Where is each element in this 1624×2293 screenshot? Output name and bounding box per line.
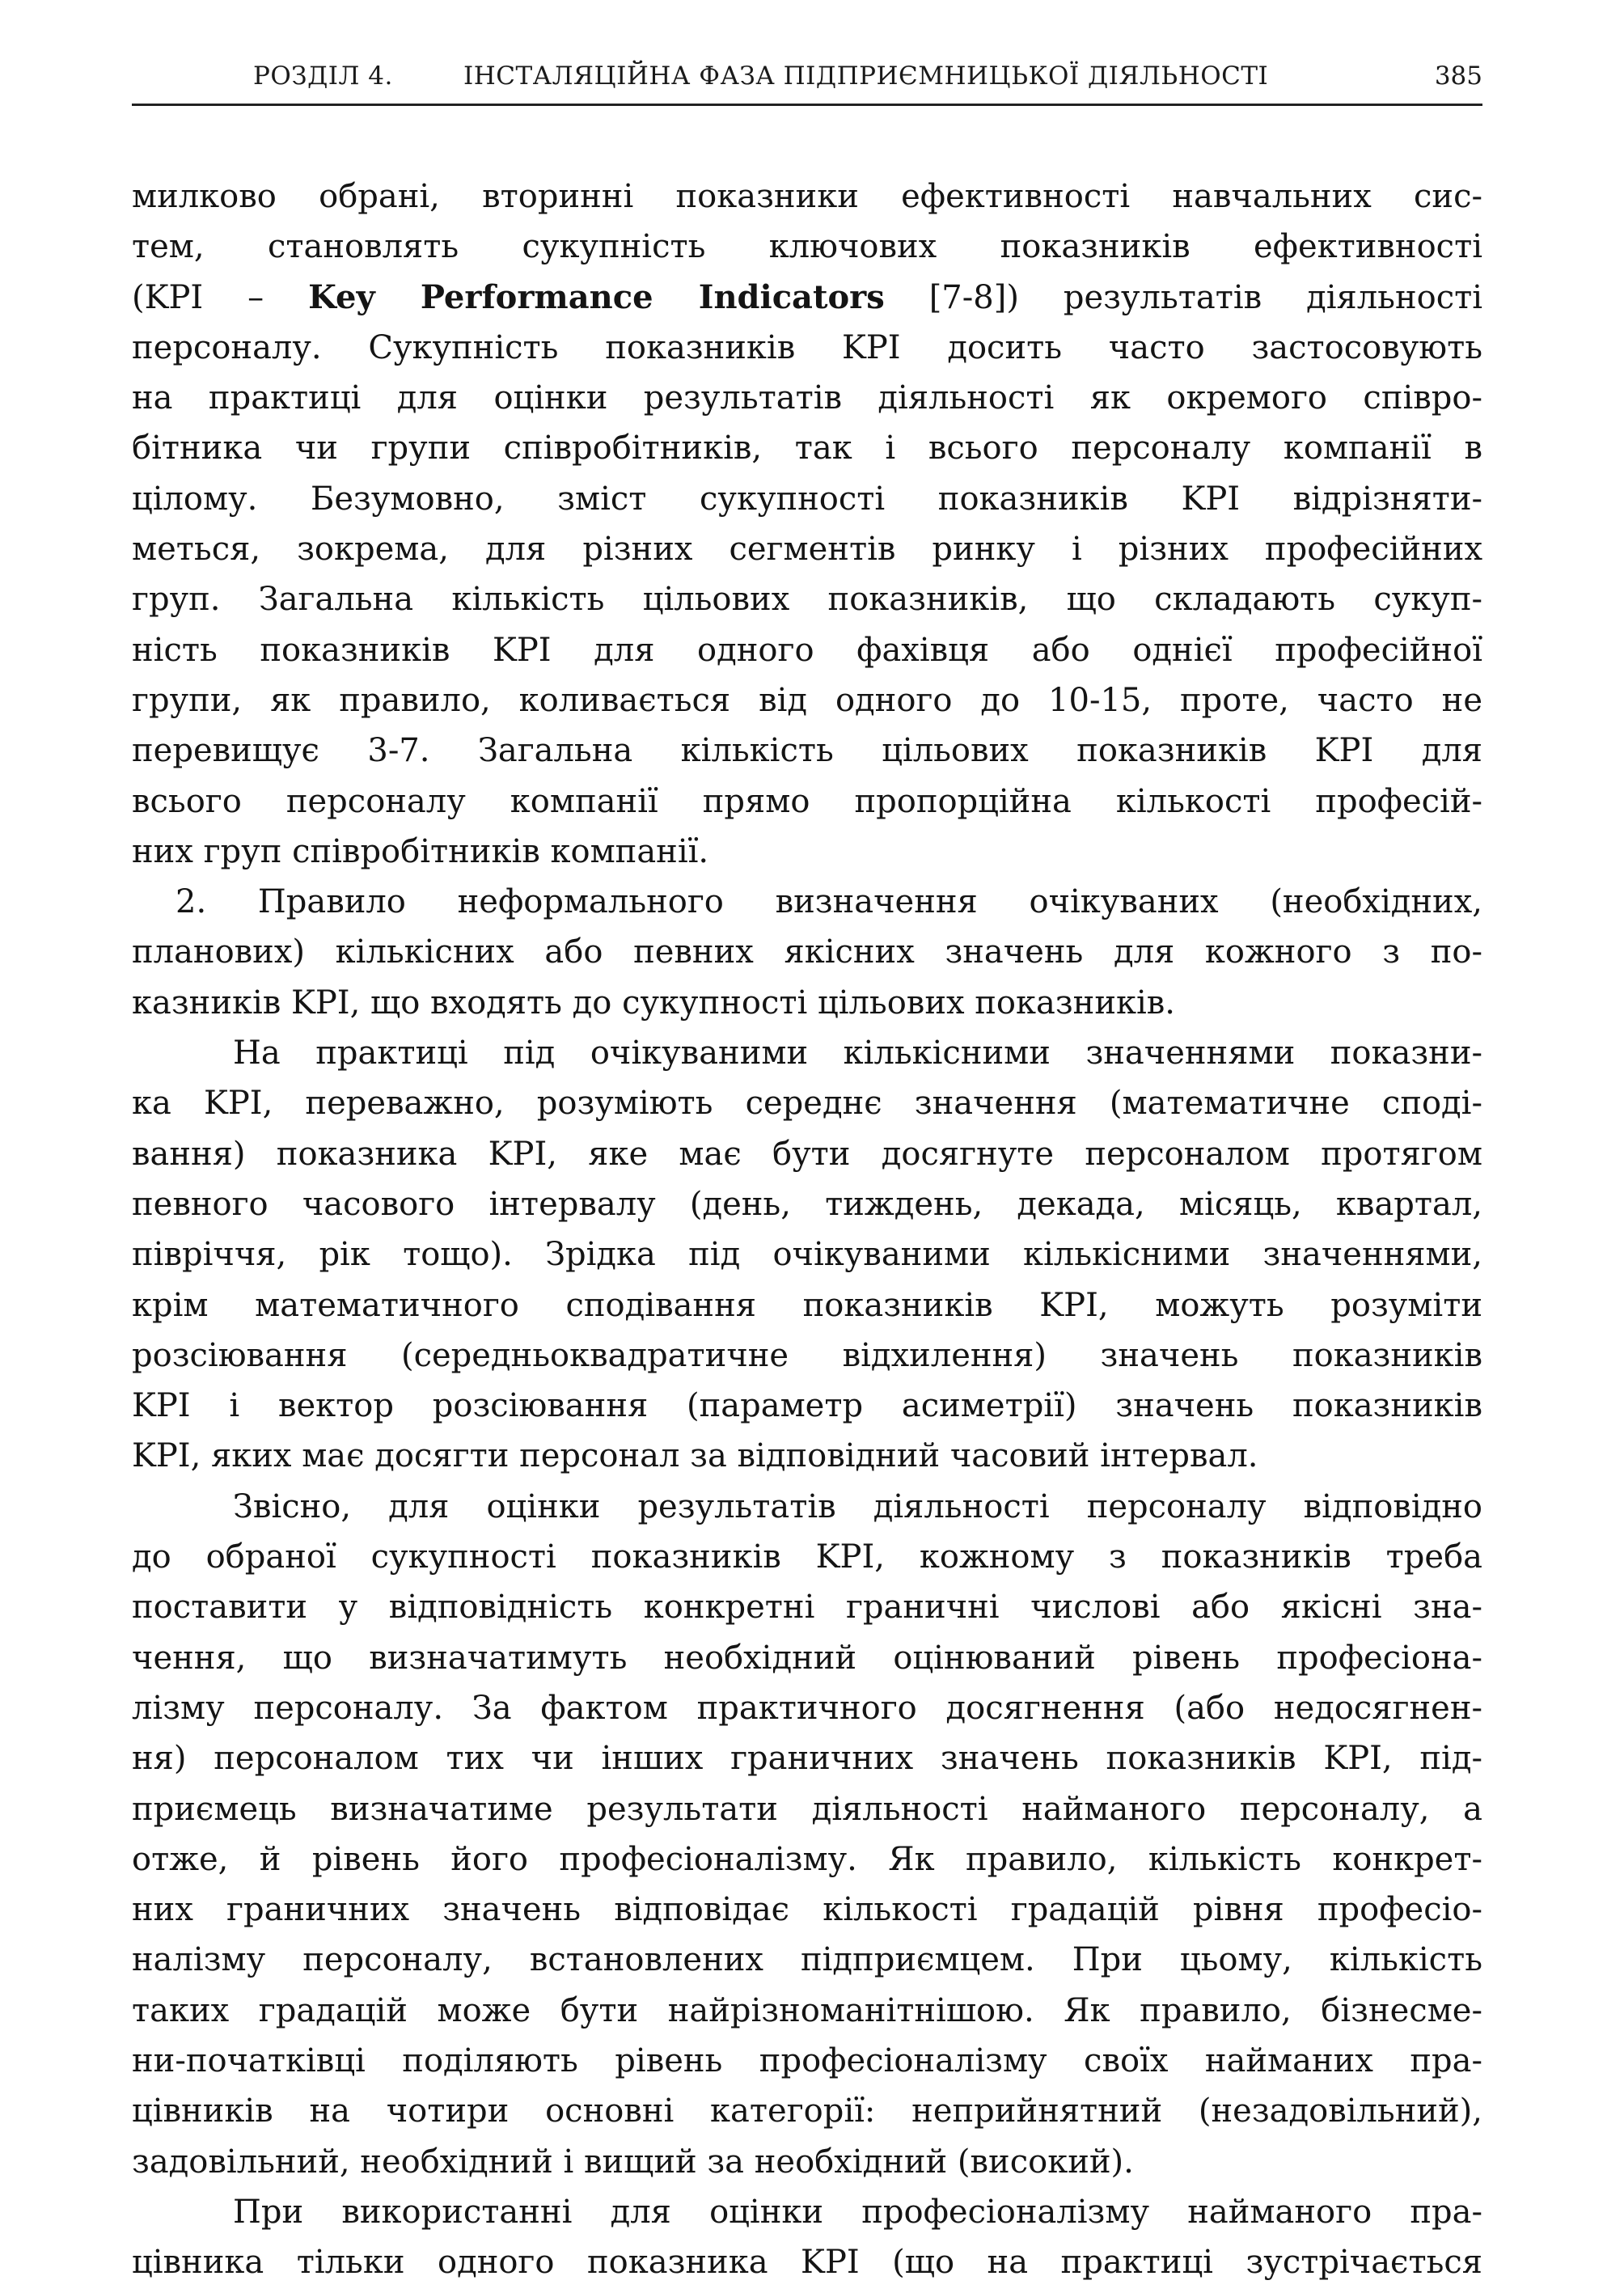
text-line: них груп співробітників компанії.	[132, 832, 709, 870]
text-line: них граничних значень відповідає кількості градацій рівня професіо-	[132, 1891, 1482, 1929]
text-line: поставити у відповідність конкретні граничні числові або якісні зна-	[132, 1589, 1482, 1627]
text-line: цівників на чотири основні категорії: неприйнятний (незадовільний),	[132, 2092, 1482, 2130]
text-line: милково обрані, вторинні показники ефективності навчальних сис-	[132, 178, 1482, 215]
text-line: отже, й рівень його професіоналізму. Як правило, кількість конкрет-	[132, 1840, 1482, 1878]
text-line: ня) персоналом тих чи інших граничних значень показників KPI, під-	[132, 1740, 1482, 1778]
text-line: цівника тільки одного показника KPI (що на практиці зустрічається	[132, 2244, 1482, 2282]
text-line-paragraph-start: На практиці під очікуваними кількісними значеннями показни-	[233, 1034, 1482, 1072]
running-header	[132, 55, 1482, 106]
text-line: розсіювання (середньоквадратичне відхилення) значень показників	[132, 1336, 1482, 1374]
text-line: задовільний, необхідний і вищий за необхідний (високий).	[132, 2143, 1134, 2181]
text-line: тем, становлять сукупність ключових показників ефективності	[132, 228, 1482, 266]
text-line: чення, що визначатимуть необхідний оцінюваний рівень професіона-	[132, 1639, 1482, 1677]
text-line: KPI і вектор розсіювання (параметр асиметрії) значень показників	[132, 1387, 1482, 1425]
text-line: налізму персоналу, встановлених підприємцем. При цьому, кількість	[132, 1941, 1482, 1979]
text-line: приємець визначатиме результати діяльності найманого персоналу, а	[132, 1790, 1482, 1828]
text-line: планових) кількісних або певних якісних значень для кожного з по-	[132, 933, 1482, 971]
chapter-label: РОЗДІЛ 4.	[253, 61, 393, 91]
text-line: цілому. Безумовно, зміст сукупності показників KPI відрізняти-	[132, 480, 1482, 518]
text-line-list-item: 2. Правило неформального визначення очікуваних (необхідних,	[176, 883, 1482, 921]
kpi-abbrev-open: (KPI –	[132, 278, 264, 316]
text-line: на практиці для оцінки результатів діяльності як окремого співро-	[132, 379, 1482, 417]
text-line-paragraph-start: Звісно, для оцінки результатів діяльності персоналу відповідно	[233, 1487, 1482, 1525]
text-line-kpi-definition	[132, 273, 1482, 323]
text-line: крім математичного сподівання показників KPI, можуть розуміти	[132, 1286, 1482, 1324]
text-line: певного часового інтервалу (день, тиждень, декада, місяць, квартал,	[132, 1185, 1482, 1223]
text-line: всього персоналу компанії прямо пропорційна кількості професій-	[132, 782, 1482, 820]
text-line-paragraph-start: При використанні для оцінки професіоналізму найманого пра-	[233, 2193, 1482, 2231]
text-line: таких градацій може бути найрізноманітнішою. Як правило, бізнесме-	[132, 1991, 1482, 2029]
text-line: перевищує 3-7. Загальна кількість цільових показників KPI для	[132, 732, 1482, 770]
section-title: ІНСТАЛЯЦІЙНА ФАЗА ПІДПРИЄМНИЦЬКОЇ ДІЯЛЬНОСТІ	[463, 61, 1269, 91]
page-number: 385	[1434, 61, 1482, 91]
text-line: ни-початківці поділяють рівень професіоналізму своїх найманих пра-	[132, 2041, 1482, 2079]
text-line: півріччя, рік тощо). Зрідка під очікуваними кількісними значеннями,	[132, 1236, 1482, 1274]
text-line: ність показників KPI для одного фахівця або однієї професійної	[132, 631, 1482, 669]
text-line: до обраної сукупності показників KPI, кожному з показників треба	[132, 1538, 1482, 1576]
text-line: меться, зокрема, для різних сегментів ринку і різних професійних	[132, 531, 1482, 569]
text-line: персоналу. Сукупність показників KPI досить часто застосовують	[132, 328, 1482, 366]
text-line: лізму персоналу. За фактом практичного досягнення (або недосягнен-	[132, 1689, 1482, 1727]
text-line: вання) показника KPI, яке має бути досягнуте персоналом протягом	[132, 1135, 1482, 1173]
text-line: казників KPI, що входять до сукупності цільових показників.	[132, 984, 1175, 1022]
text-line: ка KPI, переважно, розуміють середнє значення (математичне споді-	[132, 1085, 1482, 1123]
body-text	[132, 171, 1482, 2287]
kpi-citation: [7-8]) результатів діяльності	[928, 278, 1482, 316]
text-line: групи, як правило, коливається від одного до 10-15, проте, часто не	[132, 681, 1482, 719]
text-line: KPI, яких має досягти персонал за відповідний часовий інтервал.	[132, 1437, 1258, 1475]
text-line: груп. Загальна кількість цільових показників, що складають сукуп-	[132, 581, 1482, 619]
kpi-full-term: Key Performance Indicators	[308, 277, 885, 316]
text-line: бітника чи групи співробітників, так і всього персоналу компанії в	[132, 429, 1482, 467]
